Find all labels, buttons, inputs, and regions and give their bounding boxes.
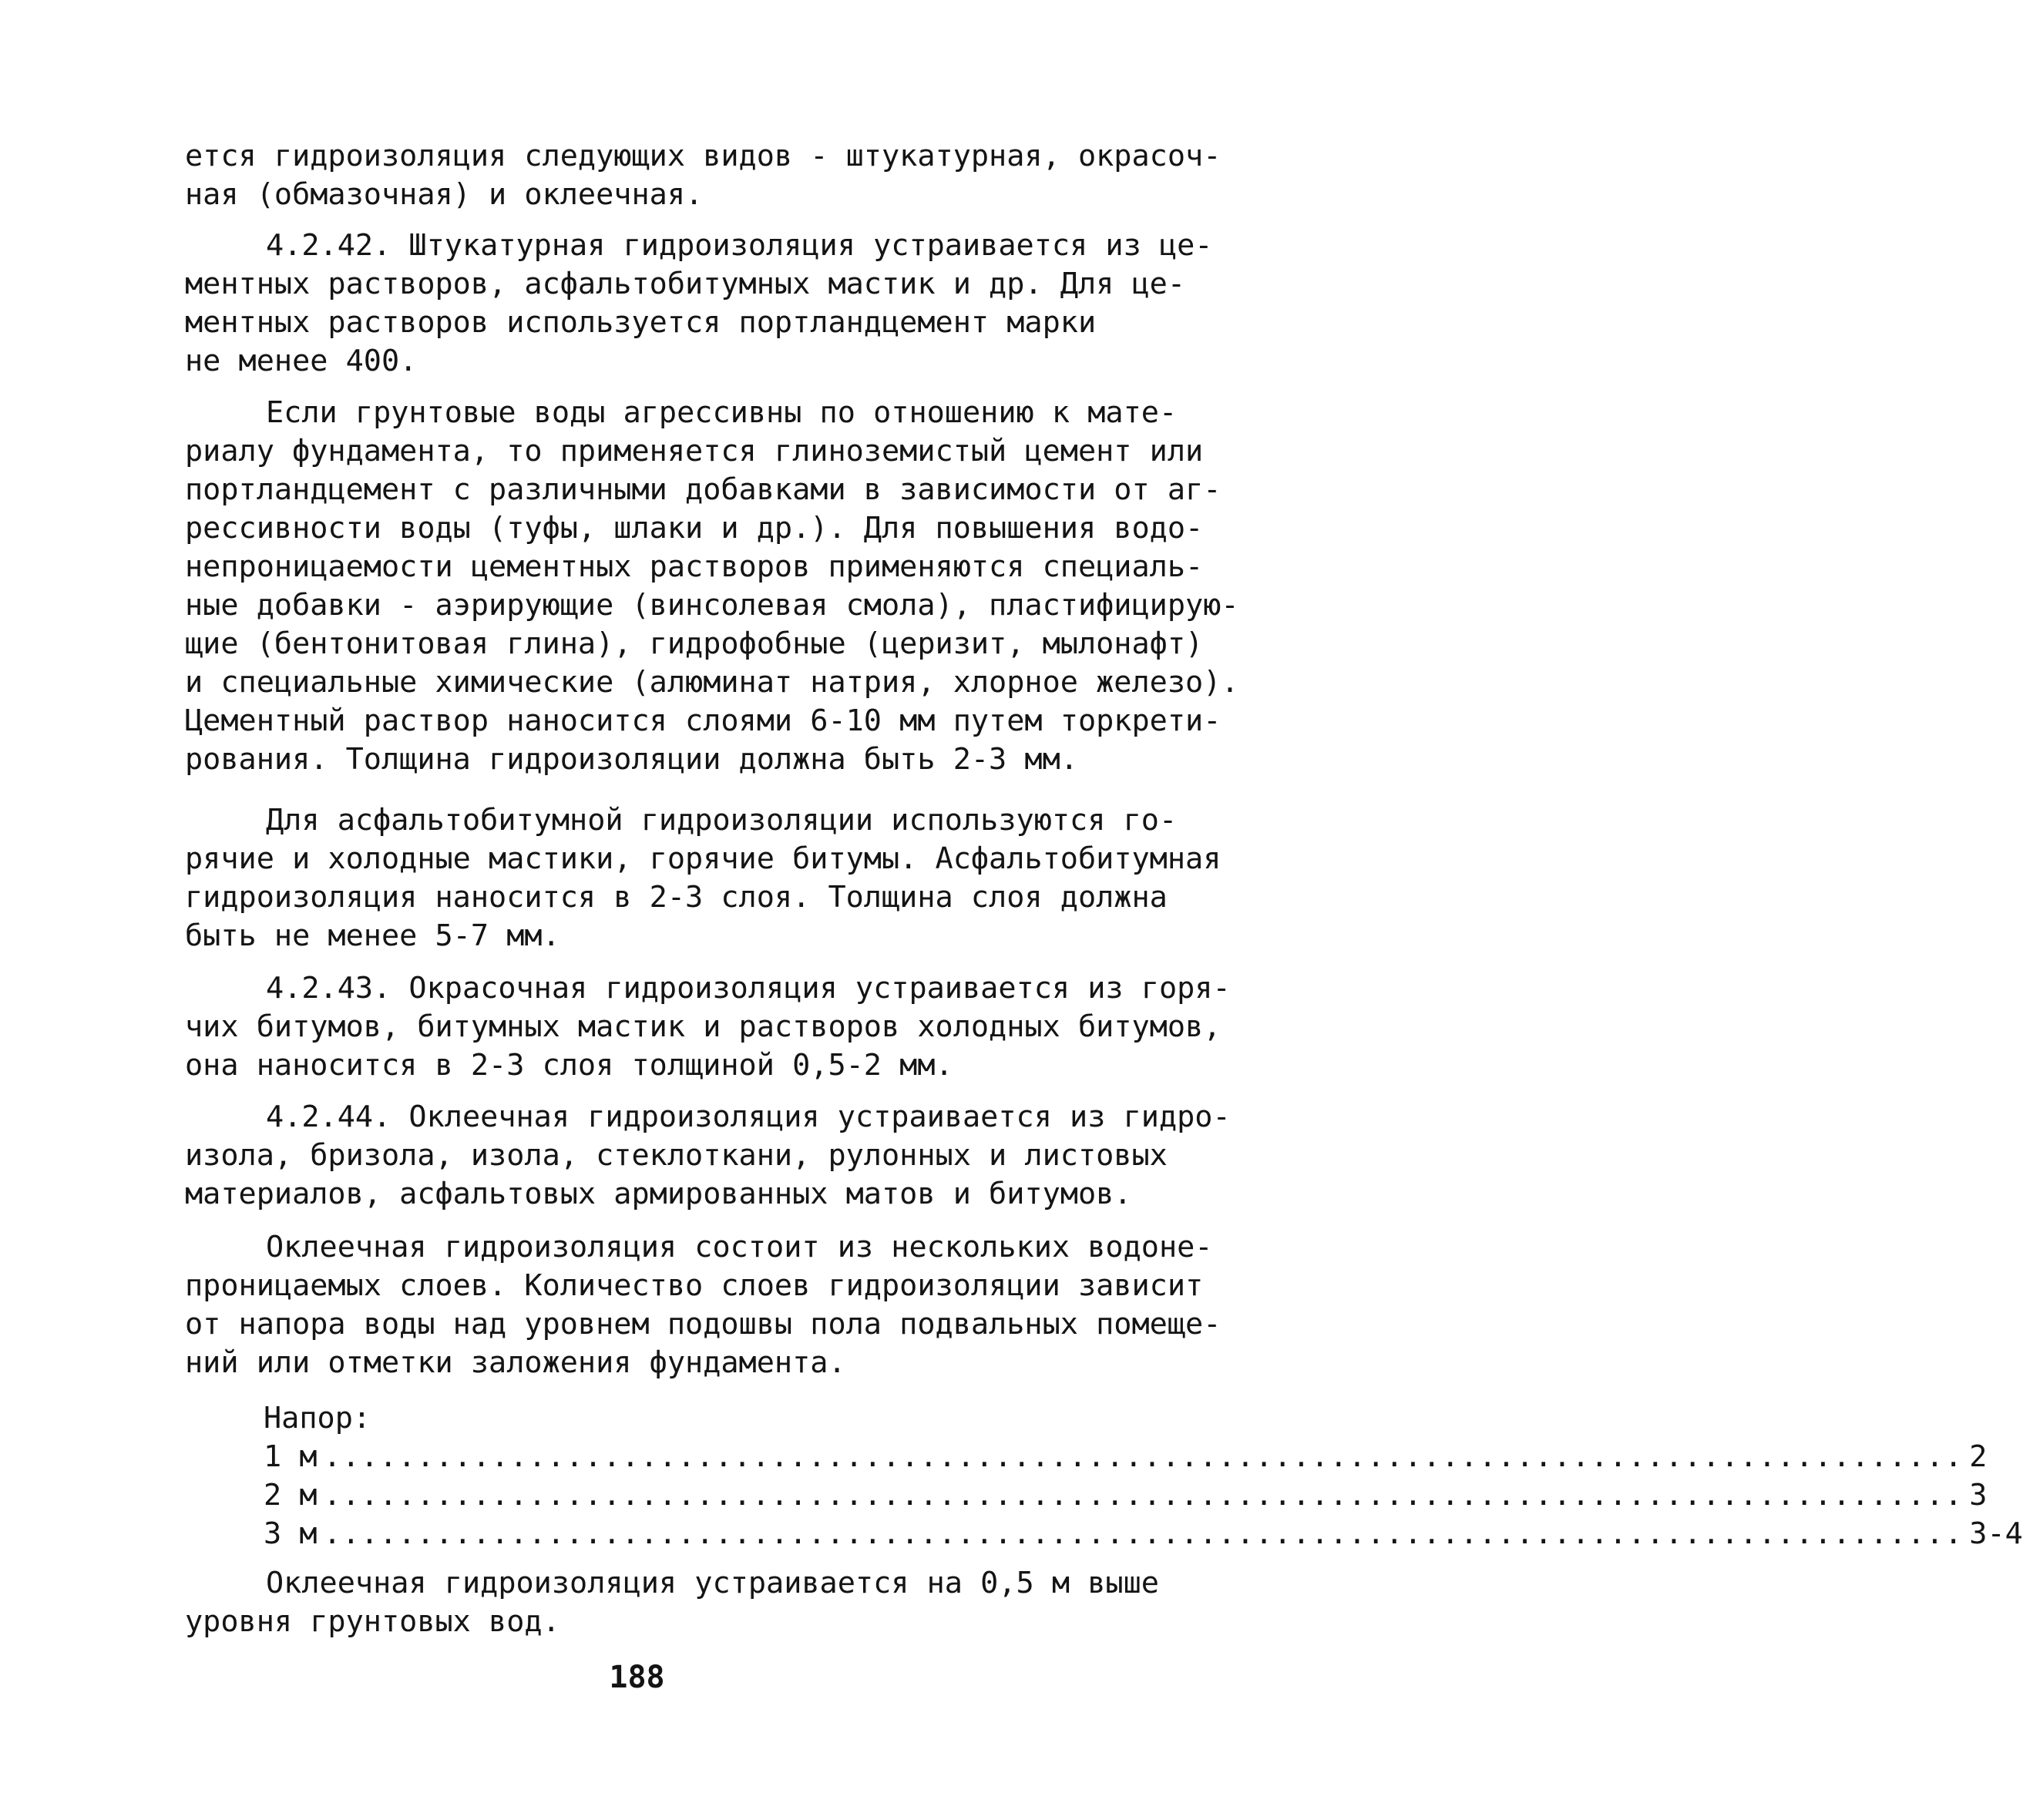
paragraph-above-groundwater — [185, 1564, 1159, 1641]
text-line: от напора воды над уровнем подошвы пола подвальных помеще- — [185, 1307, 1222, 1341]
row-label: 2 м — [264, 1478, 318, 1513]
text-line: Если грунтовые воды агрессивны по отношению к мате- — [266, 395, 1178, 430]
row-label: 1 м — [264, 1439, 318, 1474]
text-line: проницаемых слоев. Количество слоев гидроизоляции зависит — [185, 1268, 1204, 1303]
text-line: ные добавки - аэрирующие (винсолевая смола), пластифицирую- — [185, 588, 1239, 623]
text-line: материалов, асфальтовых армированных матов и битумов. — [185, 1177, 1132, 1211]
text-line: Оклеечная гидроизоляция устраивается на 0,5 м выше — [266, 1566, 1159, 1600]
text-line: чих битумов, битумных мастик и растворов холодных битумов, — [185, 1009, 1222, 1044]
text-line: 4.2.43. Окрасочная гидроизоляция устраивается из горя- — [266, 971, 1231, 1006]
page-number: 188 — [609, 1660, 665, 1695]
text-line: ний или отметки заложения фундамента. — [185, 1345, 846, 1380]
text-line: риалу фундамента, то применяется глиноземистый цемент или — [185, 434, 1204, 468]
text-line: рессивности воды (туфы, шлаки и др.). Для повышения водо- — [185, 511, 1204, 546]
dot-leader: ........................................................................................ — [323, 1439, 1964, 1474]
text-line: щие (бентонитовая глина), гидрофобные (церизит, мылонафт) — [185, 626, 1204, 661]
table-row — [264, 1515, 2023, 1553]
text-line: изола, бризола, изола, стеклоткани, рулонных и листовых — [185, 1138, 1168, 1173]
dot-leader: ........................................................................................ — [323, 1478, 1964, 1513]
text-line: Оклеечная гидроизоляция состоит из нескольких водоне- — [266, 1230, 1213, 1264]
row-value: 2 — [1969, 1439, 1988, 1474]
paragraph-4-2-44 — [185, 1098, 1231, 1214]
text-line: ментных растворов, асфальтобитумных мастик и др. Для це- — [185, 267, 1186, 301]
paragraph-asphalt-bitumen — [185, 801, 1222, 955]
table-row — [264, 1476, 1988, 1515]
text-line: гидроизоляция наносится в 2-3 слоя. Толщина слоя должна — [185, 880, 1168, 915]
text-line: и специальные химические (алюминат натрия, хлорное железо). — [185, 665, 1239, 700]
paragraph-layers-count — [185, 1228, 1222, 1382]
text-line: Для асфальтобитумной гидроизоляции используются го- — [266, 803, 1178, 838]
paragraph-waterproofing-types — [185, 137, 1222, 214]
text-line: Цементный раствор наносится слоями 6-10 мм путем торкрети- — [185, 703, 1222, 738]
dot-leader: ........................................................................................ — [323, 1516, 1964, 1551]
paragraph-4-2-42 — [185, 227, 1213, 381]
row-value: 3 — [1969, 1478, 1988, 1513]
paragraph-4-2-43 — [185, 969, 1231, 1085]
text-line: быть не менее 5-7 мм. — [185, 918, 560, 953]
text-line: не менее 400. — [185, 344, 418, 378]
text-line: портландцемент с различными добавками в зависимости от аг- — [185, 472, 1222, 507]
text-line: она наносится в 2-3 слоя толщиной 0,5-2 мм. — [185, 1048, 953, 1083]
text-line: непроницаемости цементных растворов применяются специаль- — [185, 549, 1204, 584]
text-line: ется гидроизоляция следующих видов - штукатурная, окрасоч- — [185, 139, 1222, 173]
text-line: рования. Толщина гидроизоляции должна быть 2-3 мм. — [185, 742, 1078, 777]
text-line: уровня грунтовых вод. — [185, 1604, 560, 1639]
table-row — [264, 1438, 1988, 1476]
text-line: рячие и холодные мастики, горячие битумы. Асфальтобитумная — [185, 841, 1222, 876]
text-line: 4.2.42. Штукатурная гидроизоляция устраивается из це- — [266, 228, 1213, 263]
paragraph-aggressive-groundwater — [185, 394, 1239, 779]
row-value: 3-4 — [1969, 1516, 2023, 1551]
text-line: ная (обмазочная) и оклеечная. — [185, 177, 704, 212]
text-line: ментных растворов используется портландцемент марки — [185, 305, 1097, 340]
text-line: 4.2.44. Оклеечная гидроизоляция устраивается из гидро- — [266, 1100, 1231, 1134]
table-title: Напор: — [264, 1401, 371, 1436]
row-label: 3 м — [264, 1516, 318, 1551]
